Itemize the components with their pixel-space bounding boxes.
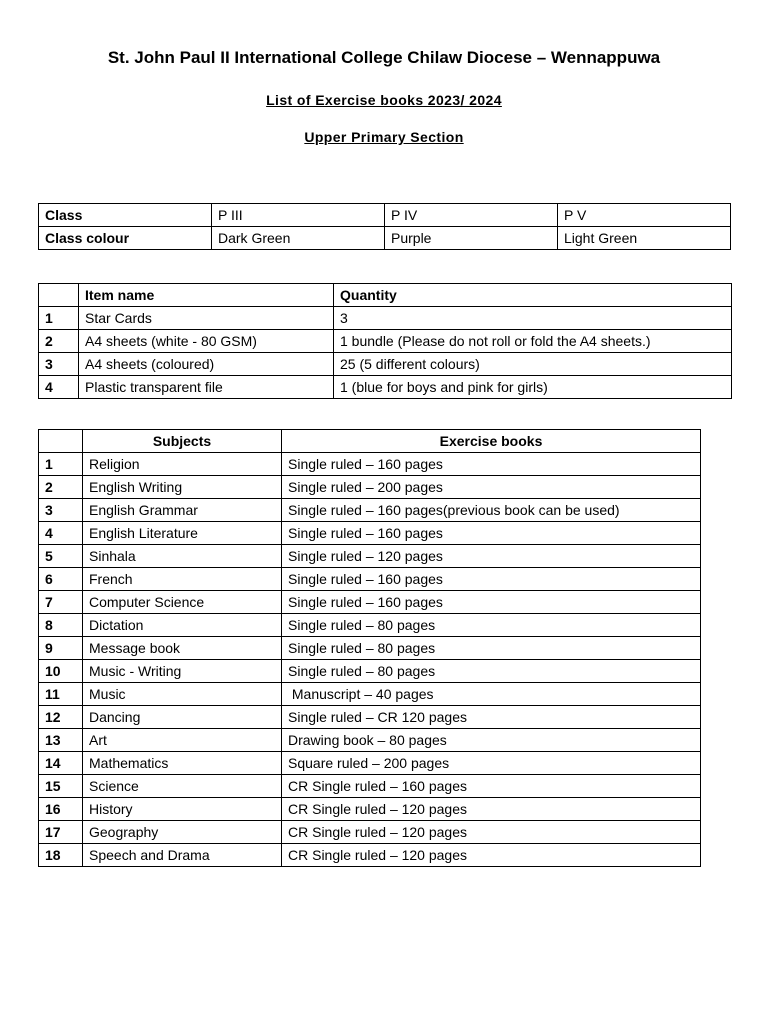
table-cell: Square ruled – 200 pages	[282, 752, 701, 775]
table-cell: English Literature	[83, 522, 282, 545]
table-row	[39, 353, 732, 376]
table-cell: 25 (5 different colours)	[334, 353, 732, 376]
table-header-cell	[39, 284, 79, 307]
table-cell: 4	[39, 522, 83, 545]
table-cell: Dark Green	[212, 227, 385, 250]
table-row	[39, 545, 701, 568]
table-row	[39, 844, 701, 867]
table-cell: Dictation	[83, 614, 282, 637]
document-title: St. John Paul II International College Chilaw Diocese – Wennappuwa	[107, 48, 661, 67]
table-cell: Message book	[83, 637, 282, 660]
table-cell: Single ruled – 80 pages	[282, 614, 701, 637]
table-cell: French	[83, 568, 282, 591]
table-row	[39, 453, 701, 476]
table-cell: Geography	[83, 821, 282, 844]
table-cell: Single ruled – CR 120 pages	[282, 706, 701, 729]
table-cell: Single ruled – 80 pages	[282, 660, 701, 683]
table-cell: P III	[212, 204, 385, 227]
table-row	[39, 568, 701, 591]
table-cell: 15	[39, 775, 83, 798]
table-row	[39, 522, 701, 545]
table-cell: Single ruled – 160 pages(previous book can be used)	[282, 499, 701, 522]
table-cell: 10	[39, 660, 83, 683]
table-cell: 12	[39, 706, 83, 729]
table-cell: CR Single ruled – 120 pages	[282, 821, 701, 844]
table-header-cell: Exercise books	[282, 430, 701, 453]
table-cell: P IV	[385, 204, 558, 227]
table-cell: 17	[39, 821, 83, 844]
table-cell: 1	[39, 453, 83, 476]
table-cell: 3	[39, 353, 79, 376]
table-cell: Single ruled – 160 pages	[282, 591, 701, 614]
table-header-cell: Item name	[79, 284, 334, 307]
table-cell: CR Single ruled – 120 pages	[282, 844, 701, 867]
table-cell: Single ruled – 120 pages	[282, 545, 701, 568]
table-row	[39, 660, 701, 683]
table-row	[39, 376, 732, 399]
table-row	[39, 591, 701, 614]
table-cell: 16	[39, 798, 83, 821]
table-cell: Class	[39, 204, 212, 227]
table-header-cell: Quantity	[334, 284, 732, 307]
table-cell: A4 sheets (coloured)	[79, 353, 334, 376]
table-cell: 6	[39, 568, 83, 591]
table-cell: 2	[39, 476, 83, 499]
table-row	[39, 798, 701, 821]
table-cell: Dancing	[83, 706, 282, 729]
table-cell: 8	[39, 614, 83, 637]
table-cell: Single ruled – 200 pages	[282, 476, 701, 499]
table-row	[39, 614, 701, 637]
table-cell: 3	[334, 307, 732, 330]
table-cell: Science	[83, 775, 282, 798]
table-cell: Single ruled – 80 pages	[282, 637, 701, 660]
table-cell: Single ruled – 160 pages	[282, 568, 701, 591]
table-row	[39, 683, 701, 706]
table-cell: English Grammar	[83, 499, 282, 522]
table-cell: Music	[83, 683, 282, 706]
table-row	[39, 775, 701, 798]
items-table	[38, 283, 732, 399]
table-cell: Computer Science	[83, 591, 282, 614]
table-row	[39, 499, 701, 522]
table-cell: Mathematics	[83, 752, 282, 775]
table-cell: 3	[39, 499, 83, 522]
table-cell: Plastic transparent file	[79, 376, 334, 399]
table-cell: A4 sheets (white - 80 GSM)	[79, 330, 334, 353]
table-cell: Art	[83, 729, 282, 752]
table-row	[39, 307, 732, 330]
table-row	[39, 227, 731, 250]
table-cell: Music - Writing	[83, 660, 282, 683]
table-cell: English Writing	[83, 476, 282, 499]
table-cell: CR Single ruled – 160 pages	[282, 775, 701, 798]
table-cell: CR Single ruled – 120 pages	[282, 798, 701, 821]
table-cell: History	[83, 798, 282, 821]
table-header-cell	[39, 430, 83, 453]
table-cell: Religion	[83, 453, 282, 476]
table-cell: 14	[39, 752, 83, 775]
table-cell: P V	[558, 204, 731, 227]
table-cell: Single ruled – 160 pages	[282, 453, 701, 476]
table-cell: 2	[39, 330, 79, 353]
section-subtitle: Upper Primary Section	[304, 129, 464, 145]
table-row	[39, 637, 701, 660]
table-cell: 1 (blue for boys and pink for girls)	[334, 376, 732, 399]
table-cell: Single ruled – 160 pages	[282, 522, 701, 545]
table-header-row	[39, 430, 701, 453]
table-cell: Manuscript – 40 pages	[282, 683, 701, 706]
table-row	[39, 476, 701, 499]
list-subtitle: List of Exercise books 2023/ 2024	[266, 92, 502, 108]
table-cell: Purple	[385, 227, 558, 250]
subjects-table	[38, 429, 701, 867]
table-row	[39, 729, 701, 752]
table-header-row	[39, 284, 732, 307]
table-cell: 1 bundle (Please do not roll or fold the A4 sheets.)	[334, 330, 732, 353]
table-cell: 13	[39, 729, 83, 752]
table-cell: Star Cards	[79, 307, 334, 330]
table-row	[39, 821, 701, 844]
table-cell: Sinhala	[83, 545, 282, 568]
table-row	[39, 330, 732, 353]
table-row	[39, 204, 731, 227]
table-cell: 5	[39, 545, 83, 568]
table-row	[39, 752, 701, 775]
table-header-cell: Subjects	[83, 430, 282, 453]
table-cell: Drawing book – 80 pages	[282, 729, 701, 752]
table-cell: 1	[39, 307, 79, 330]
class-table	[38, 203, 731, 250]
table-cell: 4	[39, 376, 79, 399]
table-cell: Speech and Drama	[83, 844, 282, 867]
table-cell: 18	[39, 844, 83, 867]
table-cell: Class colour	[39, 227, 212, 250]
table-cell: Light Green	[558, 227, 731, 250]
table-row	[39, 706, 701, 729]
table-cell: 9	[39, 637, 83, 660]
table-cell: 11	[39, 683, 83, 706]
table-cell: 7	[39, 591, 83, 614]
